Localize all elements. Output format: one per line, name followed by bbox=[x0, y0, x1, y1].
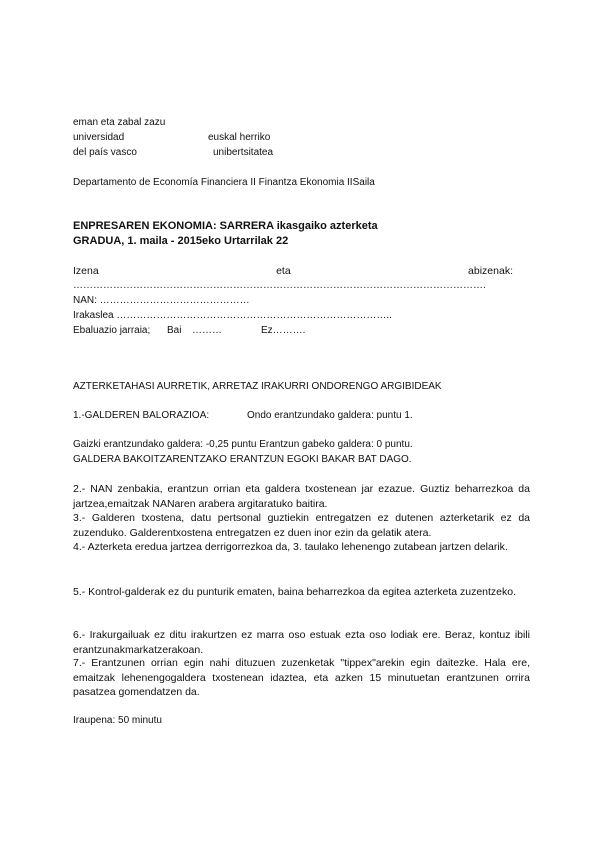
name-label: Izena bbox=[73, 265, 99, 277]
exam-title-line-1: ENPRESAREN EKONOMIA: SARRERA ikasgaiko azterketa bbox=[73, 220, 378, 232]
item-1-note: GALDERA BAKOITZARENTZAKO ERANTZUN EGOKI BAKAR BAT DAGO. bbox=[73, 454, 412, 465]
surnames-label: abizenak: bbox=[468, 265, 513, 277]
item-1-value: Ondo erantzundako galdera: puntu 1. bbox=[247, 410, 413, 421]
item-6-text: 6.- Irakurgailuak ez ditu irakurtzen ez marra oso estuak ezta oso lodiak ere. Beraz, kontuz ibili erantzunakmarkatzerakoan. bbox=[73, 629, 530, 656]
item-5 bbox=[73, 585, 530, 600]
item-7 bbox=[73, 656, 530, 700]
logo-euskal-herriko: euskal herriko bbox=[208, 132, 271, 143]
nan-field[interactable]: NAN: ……………………………………… bbox=[73, 295, 250, 306]
continuous-eval-yes: Bai bbox=[167, 325, 182, 336]
item-4-text: 4.- Azterketa eredua jartzea derrigorrezkoa da, 3. taulako lehenengo zutabean jartzen delarik. bbox=[73, 541, 508, 553]
instructions-heading: AZTERKETAHASI AURRETIK, ARRETAZ IRAKURRI ONDORENGO ARGIBIDEAK bbox=[73, 381, 442, 392]
item-1-label: 1.-GALDEREN BALORAZIOA: bbox=[73, 410, 210, 421]
item-7-text: 7.- Erantzunen orrian egin nahi dituzuen zuzenketak "tippex"arekin egin daitezke. Hala ere, emaitzak lehenengogaldera txostenean idaztea, eta azken 15 minutuetan erantzunen orrira pasatzea gomendatzen da. bbox=[73, 657, 530, 698]
teacher-field[interactable]: Irakaslea ……………………………………………………………………….. bbox=[73, 310, 392, 321]
item-3-text: 3.- Galderen txostena, datu pertsonal guztiekin entregatzen ez dutenen azterketarik ez da zuzenduko. Galderentxostena entregatzen ez duen inor ezin da gelatik atera. bbox=[73, 512, 530, 539]
item-3 bbox=[73, 511, 530, 540]
duration: Iraupena: 50 minutu bbox=[73, 715, 162, 726]
continuous-eval-no[interactable]: Ez………. bbox=[261, 325, 306, 336]
logo-del-pais-vasco: del país vasco bbox=[73, 147, 137, 158]
item-5-text: 5.- Kontrol-galderak ez du punturik ematen, baina beharrezkoa da egitea azterketa zuzentzeko. bbox=[73, 586, 517, 598]
logo-line-1: eman eta zabal zazu bbox=[73, 117, 166, 128]
name-row bbox=[73, 266, 513, 277]
item-4 bbox=[73, 540, 530, 555]
item-1-wrong-answer: Gaizki erantzundako galdera: -0,25 puntu Erantzun gabeko galdera: 0 puntu. bbox=[73, 439, 413, 450]
item-6 bbox=[73, 628, 530, 657]
exam-title-line-2: GRADUA, 1. maila - 2015eko Urtarrilak 22 bbox=[73, 235, 289, 247]
continuous-eval-label: Ebaluazio jarraia; bbox=[73, 325, 151, 336]
name-dotted-line[interactable]: ……………………………………………………………………………………………………………. bbox=[73, 280, 486, 291]
logo-universidad: universidad bbox=[73, 132, 125, 143]
and-label: eta bbox=[276, 265, 291, 277]
item-2 bbox=[73, 482, 530, 511]
continuous-eval-yes-dots[interactable]: ……… bbox=[192, 325, 222, 336]
item-2-text: 2.- NAN zenbakia, erantzun orrian eta galdera txostenean jar ezazue. Guztiz beharrezkoa da jartzea,emaitzak NANaren arabera argitaratuko baitira. bbox=[73, 483, 530, 510]
department-name: Departamento de Economía Financiera II Finantza Ekonomia IISaila bbox=[73, 177, 375, 188]
logo-unibertsitatea: unibertsitatea bbox=[213, 147, 274, 158]
